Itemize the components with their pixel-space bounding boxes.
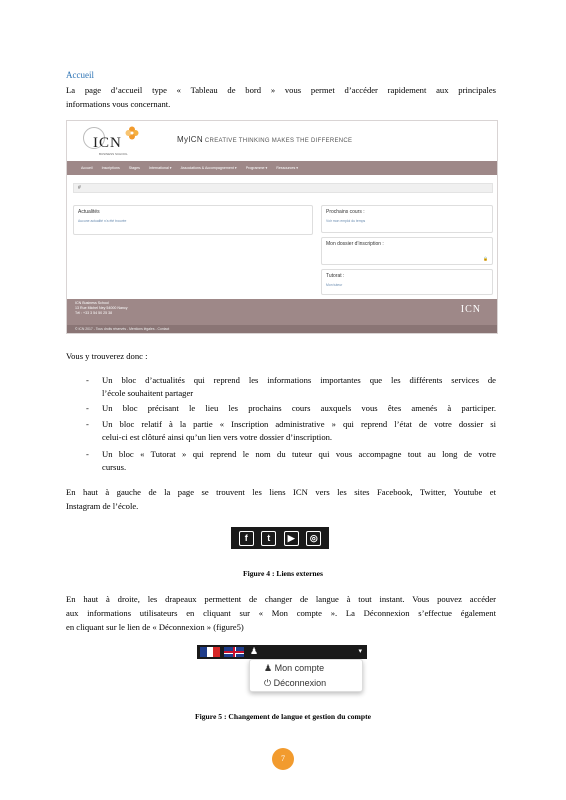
links-paragraph-2: Instagram de l’école. [66,501,139,511]
tutorat-panel: Tutorat : Mon tuteur [321,269,493,295]
bullet-tutorat: - Un bloc « Tutorat » qui reprend le nom du tuteur qui vous accompagne tout au long de votre cursus. [86,449,496,472]
copyright-bar: © ICN 2017 - Tous droits réservés - Mentions légales - Contact [67,325,497,334]
account-dropdown-menu [249,659,363,692]
nav-item-programme[interactable]: Programme ▾ [245,166,268,170]
nav-item-inscriptions[interactable]: Inscriptions [101,166,120,170]
caret-down-icon[interactable]: ▾ [358,647,362,655]
nav-bar [67,161,497,175]
account-paragraph-3: en cliquant sur le lien de « Déconnexion » (figure5) [66,622,244,632]
actualites-panel: Actualités Aucune actualité n’a été trouvée [73,205,313,235]
instagram-icon[interactable]: ◎ [306,531,321,546]
power-icon: ⏻ [264,678,272,688]
flower-icon [125,126,139,140]
nav-item-international[interactable]: International ▾ [148,166,172,170]
social-links-bar [231,527,329,549]
found-intro: Vous y trouverez donc : [66,351,148,361]
bullet-actualites: - Un bloc d’actualités qui reprend les informations importantes que les différents services de l’école souhaitent partager [86,375,496,398]
page-number-badge: 7 [272,748,294,770]
figure-4-caption: Figure 4 : Liens externes [242,569,323,578]
tagline: MyICN CREATIVE THINKING MAKES THE DIFFERENCE [177,135,353,144]
facebook-icon[interactable]: f [239,531,254,546]
dossier-panel: Mon dossier d’inscription : 🔒 [321,237,493,265]
twitter-icon[interactable]: t [261,531,276,546]
site-footer: ICN Business School 13 Rue Michel Ney 54000 Nancy Tél : +33 3 54 50 25 38 ICN [67,299,497,325]
footer-logo: ICN [460,304,481,315]
menu-item-mon-compte[interactable]: ♟ Mon compte [264,663,325,673]
intro-line-2: informations vous concernant. [66,99,171,109]
icn-logo: ICN BUSINESS SCHOOL [81,125,141,159]
dashboard-screenshot [66,120,498,334]
intro-line-1: La page d’accueil type « Tableau de bord » vous permet d’accéder rapidement aux principales [66,85,496,95]
breadcrumb-bar: # [73,183,493,193]
user-icon[interactable]: ♟ [250,646,259,656]
links-paragraph-1: En haut à gauche de la page se trouvent les liens ICN vers les sites Facebook, Twitter, Youtube et [66,487,496,497]
user-icon: ♟ [264,663,273,673]
french-flag-icon[interactable] [200,647,220,657]
menu-item-deconnexion[interactable]: ⏻ Déconnexion [264,678,327,688]
nav-item-stages[interactable]: Stages [128,166,140,170]
bullet-cours: - Un bloc précisant le lieu les prochains cours auxquels vous êtes amenés à participer. [86,403,496,413]
language-account-bar [197,645,367,659]
youtube-icon[interactable]: ▶ [284,531,299,546]
section-heading: Accueil [66,70,94,80]
nav-item-associations[interactable]: Associations & Accompagnement ▾ [180,166,237,170]
uk-flag-icon[interactable] [224,647,244,657]
cours-panel: Prochains cours : Voir mon emploi du temps [321,205,493,233]
lock-icon: 🔒 [483,256,488,261]
figure-5-caption: Figure 5 : Changement de langue et gestion du compte [195,712,371,721]
account-paragraph-2: aux informations utilisateurs en cliquant sur « Mon compte ». La Déconnexion s’effectue également [66,608,496,618]
account-paragraph-1: En haut à droite, les drapeaux permettent de changer de langue à tout instant. Vous pouvez accéder [66,594,496,604]
nav-item-accueil[interactable]: Accueil [81,166,93,170]
bullet-inscription: - Un bloc relatif à la partie « Inscription administrative » qui reprend l’état de votre dossier si celui-ci est clôturé ainsi qu’un lien vers votre dossier d’inscription. [86,419,496,442]
nav-item-ressources[interactable]: Ressources ▾ [276,166,299,170]
